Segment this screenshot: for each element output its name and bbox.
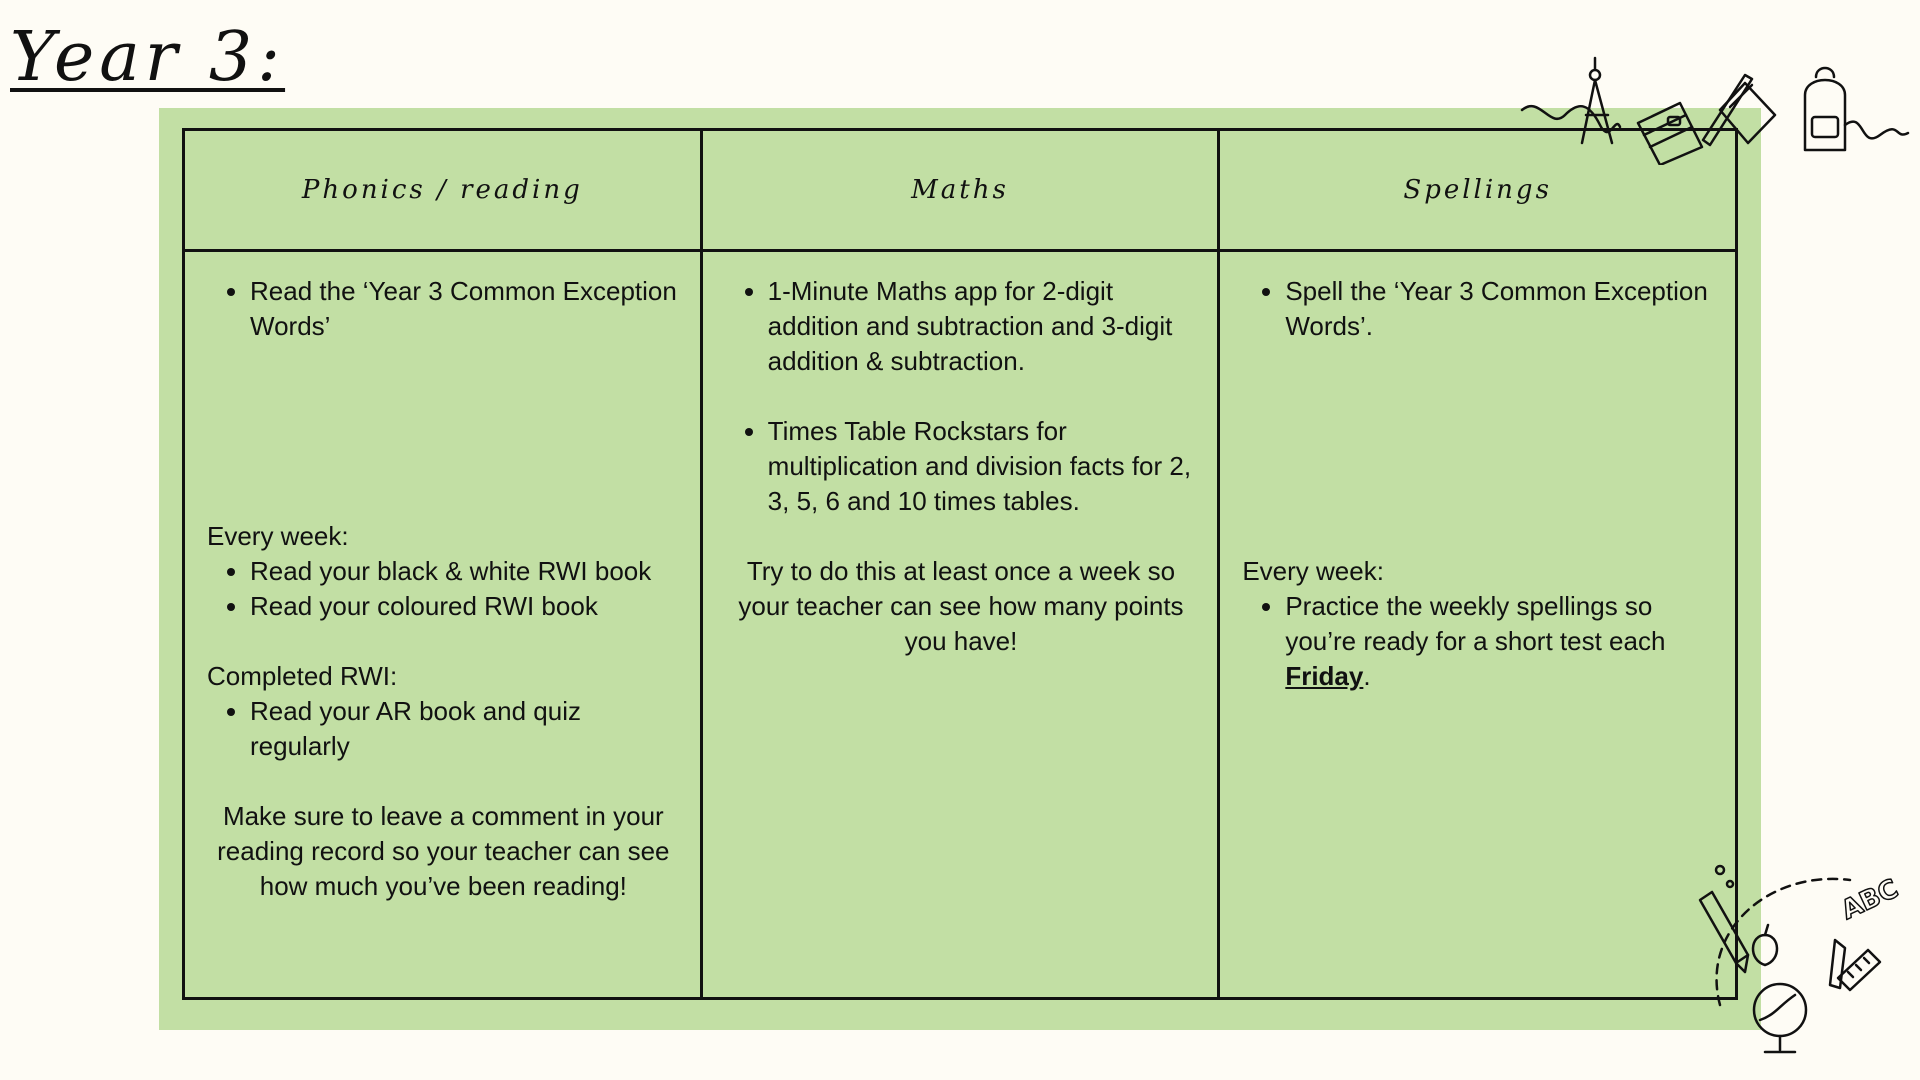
spellings-weekly-item	[1285, 589, 1715, 694]
header-spellings: Spellings	[1219, 130, 1737, 251]
maths-note: Try to do this at least once a week so your teacher can see how many points you have!	[738, 556, 1184, 656]
phonics-completed-label: Completed RWI:	[207, 661, 398, 691]
friday-emphasis: Friday	[1285, 661, 1364, 691]
spacer	[1242, 344, 1715, 554]
spellings-weekly-end: .	[1363, 661, 1371, 691]
spacer	[725, 519, 1198, 554]
phonics-weekly-list	[207, 554, 680, 624]
phonics-cew-item: • Read the ‘Year 3 Common Exception Words’	[250, 274, 680, 344]
phonics-every-week-label: Every week:	[207, 521, 349, 551]
phonics-weekly-item: • Read your black & white RWI book	[250, 554, 680, 589]
phonics-cell	[184, 251, 702, 999]
spacer	[207, 624, 680, 659]
phonics-note: Make sure to leave a comment in your reading record so your teacher can see how much you’ve been reading!	[217, 801, 670, 901]
spacer	[207, 344, 680, 519]
phonics-completed-list	[207, 694, 680, 764]
header-phonics: Phonics / reading	[184, 130, 702, 251]
page-title: Year 3:	[10, 18, 286, 97]
apple-icon	[1753, 925, 1777, 965]
spellings-cew-item: • Spell the ‘Year 3 Common Exception Words’.	[1285, 274, 1715, 344]
homework-table	[182, 128, 1738, 1000]
maths-list-2	[725, 414, 1198, 519]
backpack-icon	[1805, 68, 1845, 150]
compass-icon	[1582, 58, 1612, 143]
spellings-every-week-label: Every week:	[1242, 556, 1384, 586]
spellings-weekly-text: Practice the weekly spellings so you’re ready for a short test each	[1285, 591, 1666, 656]
phonics-completed-item: • Read your AR book and quiz regularly	[250, 694, 680, 764]
globe-icon	[1754, 984, 1806, 1052]
phonics-weekly-item: • Read your coloured RWI book	[250, 589, 680, 624]
header-row	[184, 130, 1737, 251]
school-doodle-icon	[1690, 860, 1920, 1060]
spacer	[725, 379, 1198, 414]
school-supplies-doodle-icon	[1520, 55, 1910, 165]
maths-ttrs-item: • Times Table Rockstars for multiplication and division facts for 2, 3, 5, 6 and 10 times tables.	[768, 414, 1198, 519]
maths-cell	[701, 251, 1219, 999]
spellings-list	[1242, 274, 1715, 344]
phonics-list-1	[207, 274, 680, 344]
ruler-icon	[1830, 940, 1880, 990]
spellings-weekly-list	[1242, 589, 1715, 694]
pencil-icon	[1700, 892, 1748, 972]
pencil-case-icon	[1638, 103, 1702, 165]
maths-one-minute-item: • 1-Minute Maths app for 2-digit addition and subtraction and 3-digit addition & subtraction.	[768, 274, 1198, 379]
spacer	[207, 764, 680, 799]
abc-icon: ABC	[1836, 873, 1904, 926]
spellings-cell	[1219, 251, 1737, 999]
maths-list	[725, 274, 1198, 379]
header-maths: Maths	[701, 130, 1219, 251]
notebook-icon	[1703, 75, 1775, 145]
content-row	[184, 251, 1737, 999]
